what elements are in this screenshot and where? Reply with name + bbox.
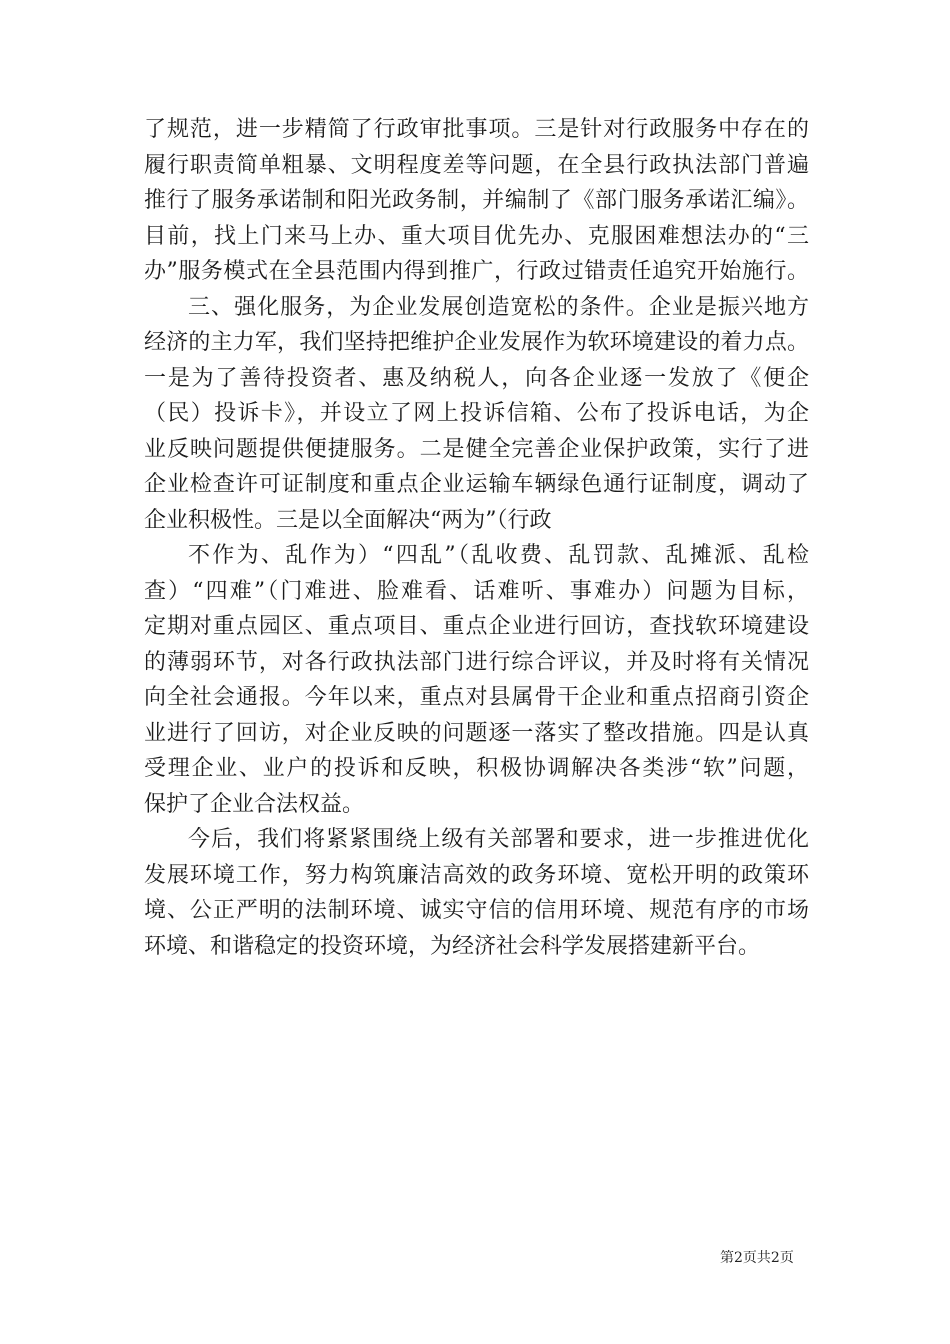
text-line: 目前，找上门来马上办、重大项目优先办、克服困难想法办的“三 (144, 223, 809, 249)
text-line: （民）投诉卡》，并设立了网上投诉信箱、公布了投诉电话，为企 (144, 401, 809, 426)
paragraph-2 (144, 290, 809, 539)
text-line: 了规范，进一步精简了行政审批事项。三是针对行政服务中存在的 (144, 117, 809, 142)
text-line: 推行了服务承诺制和阳光政务制，并编制了《部门服务承诺汇编》。 (144, 188, 809, 213)
text-line: 不作为、乱作为）“四乱”（乱收费、乱罚款、乱摊派、乱检 (188, 543, 809, 568)
text-line: 环境、和谐稳定的投资环境，为经济社会科学发展搭建新平台。 (144, 933, 761, 959)
paragraph-3 (144, 538, 809, 822)
text-line: 办”服务模式在全县范围内得到推广，行政过错责任追究开始施行。 (144, 259, 809, 284)
paragraph-4 (144, 822, 809, 964)
text-line: 受理企业、业户的投诉和反映，积极协调解决各类涉“软”问题， (144, 756, 809, 781)
paragraph-1 (144, 112, 809, 290)
text-line: 查）“四难”（门难进、脸难看、话难听、事难办）问题为目标， (144, 578, 809, 604)
text-line: 企业检查许可证制度和重点企业运输车辆绿色通行证制度，调动了 (144, 472, 809, 497)
text-line: 业进行了回访，对企业反映的问题逐一落实了整改措施。四是认真 (144, 720, 809, 746)
text-line: 的薄弱环节，对各行政执法部门进行综合评议，并及时将有关情况 (144, 649, 809, 675)
text-line: 发展环境工作，努力构筑廉洁高效的政务环境、宽松开明的政策环 (144, 862, 809, 888)
text-line: 履行职责简单粗暴、文明程度差等问题，在全县行政执法部门普遍 (144, 152, 809, 178)
text-line: 企业积极性。三是以全面解决“两为”（行政 (144, 507, 552, 533)
page-number-footer: 第2页共2页 (720, 1250, 794, 1266)
text-line: 三、强化服务，为企业发展创造宽松的条件。企业是振兴地方 (188, 294, 809, 320)
text-line: 一是为了善待投资者、惠及纳税人，向各企业逐一发放了《便企 (144, 365, 809, 391)
text-line: 定期对重点园区、重点项目、重点企业进行回访，查找软环境建设 (144, 614, 809, 639)
text-line: 经济的主力军，我们坚持把维护企业发展作为软环境建设的着力点。 (144, 330, 809, 355)
text-line: 业反映问题提供便捷服务。二是健全完善企业保护政策，实行了进 (144, 436, 809, 462)
text-line: 向全社会通报。今年以来，重点对县属骨干企业和重点招商引资企 (144, 685, 809, 710)
text-line: 境、公正严明的法制环境、诚实守信的信用环境、规范有序的市场 (144, 898, 809, 923)
text-line: 保护了企业合法权益。 (144, 791, 365, 817)
text-line: 今后，我们将紧紧围绕上级有关部署和要求，进一步推进优化 (188, 827, 809, 852)
document-body (144, 112, 809, 964)
